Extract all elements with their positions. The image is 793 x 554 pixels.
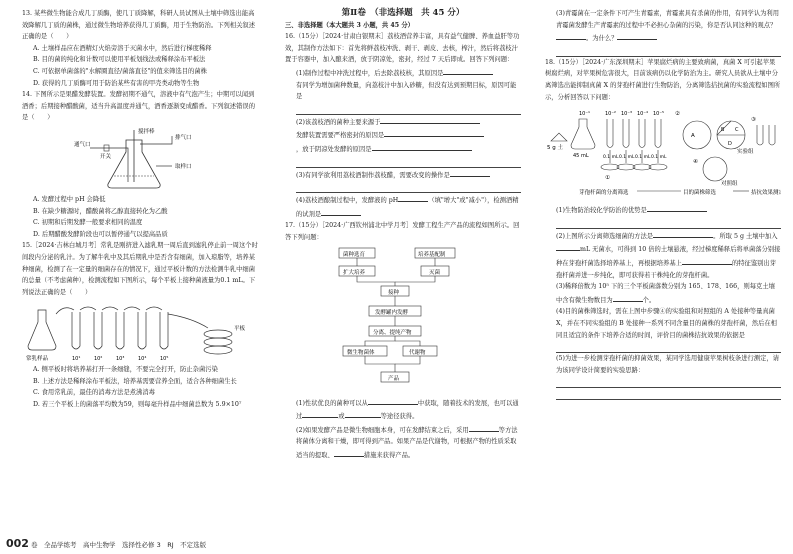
q17-sub1: (1)性状优良的菌种可以从 (296, 399, 368, 407)
q18-sub2: (2)上图所示分离筛选细菌的方法是 (556, 232, 654, 240)
q17-sub2b: 等方法将菌体分离和干燥，即可得到产品。如果产品是代谢物，可根据产物的性质采取适当的提取、 (296, 426, 518, 459)
answer-blank[interactable] (556, 31, 586, 40)
dilution-4: 10⁴ (138, 356, 147, 363)
plate-d: D (728, 141, 732, 148)
q15-option-c[interactable]: C. 食用常乳前，最佳的消毒方法是煮沸消毒 (33, 389, 155, 397)
valve-label: 开关 (100, 153, 112, 160)
sampler-label: 取样口 (175, 163, 192, 170)
footer-text: 卷 全品学练考 高中生物学 选择性必修 3 RJ 不定选版 (31, 541, 207, 549)
exp-group: 实验组 (737, 149, 754, 156)
answer-blank[interactable] (617, 31, 657, 40)
q17-sub1d: 等途径获得。 (380, 413, 419, 421)
q16-sub4: (4)荔枝酒酿制过程中，发酵液的 pH (296, 197, 399, 205)
dil-3: 10⁻⁴ (637, 111, 649, 118)
q17-sub2: (2)如果发酵产品是微生物细胞本身，可在发酵结束之后，采用 (296, 426, 469, 434)
fermenter-figure (22, 126, 258, 192)
plate-label: 平板 (234, 326, 246, 333)
q15-stem: 15.［2024·吉林白城月考］常乳是刚挤进入滤乳期一周后直到滤乳停止前一周这个时间段内分泌的乳汁。为了解牛乳中及其后期乳中是否含有细菌，加入琼脂等，培养某种细菌，检测了在一定量的细菌存在的情况下，通过平板计数的方法检测牛乳中细菌的总量（不考虑菌种），检测流程如下图所示，每个平板上接种菌液量为0.1 mL。下列说法正确的是（ ） (22, 242, 258, 296)
part-heading: 三、非选择题（本大题共 3 小题，共 45 分） (285, 21, 414, 29)
q17-sub3b: 。为什么？ (586, 35, 618, 43)
q18-stem: 18.（15分）［2024·广东深圳期末］苹果腐烂病的主要致病菌，真菌 X 可引起苹果树腐烂病，对苹果树危害很大，目前该病仍以化学防治为主。研究人员欲从土壤中分离筛选出能抑制真菌 X 的芽孢杆菌进行生物防治，分离筛选拮抗菌的实验流程如图所示，分析回答以下问题： (545, 58, 781, 101)
q14-option-d[interactable]: D. 后期醋酸发酵阶段也可以暂停通气以提高品质 (33, 230, 168, 238)
q16-sub4b: （填"增大"或"减小"），检测酒精的试剂是 (296, 197, 519, 218)
dil-4: 10⁻⁵ (653, 111, 665, 118)
answer-blank[interactable] (443, 66, 493, 75)
box-product: 产品 (388, 375, 400, 382)
flask-label: 45 mL (573, 153, 589, 160)
dilution-figure (22, 300, 258, 362)
fermentation-flowchart (285, 246, 521, 394)
q16-sub2: (2)该荔枝酒的菌种主要来源于 (296, 118, 381, 126)
outlet-label: 排气口 (175, 134, 192, 141)
vol-3: 0.1 mL (635, 155, 651, 161)
vol-1: 0.1 mL (603, 155, 619, 161)
q13-option-d[interactable]: D. 获得的几丁质酶可用于防治某些有害的甲壳类动物等生物 (33, 79, 200, 87)
vol-2: 0.1 mL (619, 155, 635, 161)
plate-c: C (735, 127, 739, 134)
q18-sub5: (5)为进一步检测芽孢杆菌的抑菌效果，某同学选用健康苹果树枝条进行测定，请为该同学设计简要的实验思路： (556, 355, 780, 374)
step-1: ① (605, 175, 610, 182)
antagonist-screening-figure (545, 105, 781, 201)
answer-blank[interactable] (302, 409, 338, 418)
answer-line[interactable] (556, 342, 781, 353)
q17-sub1b: 中获取，随着技术的发展，也可以通过 (296, 399, 519, 421)
dilution-5: 10⁵ (160, 356, 169, 363)
stage-isolation: 芽孢杆菌的分离筛选 (579, 190, 629, 197)
q14-option-c[interactable]: C. 初期和后期发酵一般要求相同的温度 (33, 219, 143, 227)
page-number: 002 (6, 537, 29, 550)
q16-stem: 16.（15分）［2024·甘肃白银期末］荔枝酒营养丰富，具有益气健脾、养血益肝等功效，其制作方法如下：首先将鲜荔枝冲洗、剥干、剥皮、去核，榨汁，然后将荔枝汁置于容器中，加入酿来酒，放于阴凉处，密封，经过 7 天后即成。回答下列问题： (285, 33, 520, 64)
q13-option-c[interactable]: C. 可依据单菌落的"水解圈直径/菌落直径"的值来筛选目的菌株 (33, 67, 207, 75)
soil-label: 5 g 土 (547, 145, 563, 152)
answer-line[interactable] (556, 389, 781, 400)
answer-blank[interactable] (647, 203, 707, 212)
sample-label: 常乳样品 (26, 356, 49, 363)
q13-stem: 13. 某些微生物能合成几丁质酶，使几丁质降解，科研人员试图从土壤中筛选出能高效降解几丁质的菌株，通过微生物培养获得几丁质酶，用于生物防治。下列相关叙述正确的是（ ） (22, 10, 255, 41)
box-sterilize: 灭菌 (429, 269, 441, 276)
dilution-3: 10³ (116, 356, 125, 363)
answer-blank[interactable] (345, 409, 381, 418)
box-strain-selection: 菌种选育 (343, 251, 366, 258)
answer-blank[interactable] (368, 396, 418, 405)
answer-line[interactable] (556, 218, 781, 229)
answer-blank[interactable] (380, 115, 480, 124)
stage-screening: 目的菌株筛选 (683, 190, 717, 197)
q16-sub3: (3)有同学欲利用荔枝酒制作荔枝醋，需要改变的操作是 (296, 171, 450, 179)
answer-blank[interactable] (469, 423, 499, 432)
step-3: ③ (751, 117, 756, 124)
answer-blank[interactable] (398, 193, 428, 202)
answer-blank[interactable] (653, 229, 713, 238)
answer-line[interactable] (296, 182, 521, 193)
answer-blank[interactable] (384, 128, 484, 137)
q14-stem: 14. 下图所示是果醋发酵装置。发酵初期不通气，溶液中有气泡产生；中期可以闻到酒香；后期接种醋酸菌，适当升高温度并通气，酒香逐渐变成醋香。下列叙述错误的是（ ） (22, 91, 255, 122)
answer-blank[interactable] (334, 448, 364, 457)
box-separate-purify: 分离、提纯产物 (373, 329, 412, 336)
q16-sub2b: 发酵装置需要严格密封的原因是 (296, 132, 385, 140)
box-tank-fermentation: 发酵罐内发酵 (375, 309, 409, 316)
step-2: ② (675, 111, 680, 118)
answer-blank[interactable] (450, 168, 490, 177)
vol-4: 0.1 mL (651, 155, 667, 161)
q17-sub3: (3)青霉菌在一定条件下可产生青霉素，青霉素具有杀菌的作用，有同学认为利用青霉菌发酵生产青霉素的过程中不必担心杂菌的污染，你是否认同这种的观点？ (556, 10, 780, 29)
q15-option-a[interactable]: A. 侧平板时将培养基打开一条细缝，不要完全打开，防止杂菌污染 (33, 366, 218, 374)
answer-blank[interactable] (321, 207, 361, 216)
q18-sub3: (3)稀释倍数为 10⁵ 下的三个平板菌落数分别为 165、178、166，则每克土壤中含有微生物数目为 (556, 283, 775, 304)
right-column (545, 8, 781, 400)
box-metabolites: 代谢物 (409, 349, 426, 356)
dil-0: 10⁻¹ (579, 111, 591, 118)
dil-1: 10⁻² (605, 111, 617, 118)
q18-sub1: (1)生物防治较化学防治的优势是 (556, 207, 647, 215)
q17-sub2c: 措施来获得产品。 (363, 451, 415, 459)
answer-line[interactable] (296, 157, 521, 168)
step-4: ④ (693, 159, 698, 166)
q16-sub1b: 有同学为增加菌种数量，向荔枝汁中加入砂糖，但没有达到预期目标，原因可能是 (296, 81, 517, 101)
inlet-label: 通气口 (74, 141, 91, 148)
q18-sub2b: 。所取 5 g 土壤中加入 (713, 232, 778, 240)
section-heading: 第Ⅱ卷 （非选择题 共 45 分） (341, 8, 465, 18)
answer-line[interactable] (296, 104, 521, 115)
q18-sub2c: mL 无菌水，可得到 10 倍的土壤悬液，经过梯度稀释后将单菌落分别接种在芽孢杆菌选择培养基上，再根据培养基上 (556, 246, 781, 267)
q15-option-d[interactable]: D. 若三个平板上的菌落平均数为59，则每毫升样品中细菌总数为 5.9×10⁷ (33, 401, 242, 409)
stirrer-label: 搅拌棒 (138, 128, 155, 135)
answer-line[interactable] (556, 46, 781, 57)
box-medium-prep: 培养基配制 (418, 251, 446, 258)
q14-option-b[interactable]: B. 在缺少糖源时，醋酸菌将乙醇直接转化为乙酸 (33, 207, 168, 215)
q15-option-b[interactable]: B. 上述方法是稀释涂布平板法，培养基需要营养全面，适合各种细菌生长 (33, 377, 237, 385)
stage-antagonism: 拮抗效果测定 (751, 190, 781, 197)
q17-sub1c: 或 (338, 413, 345, 421)
answer-line[interactable] (556, 377, 781, 388)
plate-b: B (721, 127, 725, 134)
q14-option-a[interactable]: A. 发酵过程中 pH 会降低 (33, 195, 106, 203)
answer-blank[interactable] (613, 293, 643, 302)
q13-option-a[interactable]: A. 土壤样品应在酒精灯火焰旁溶于灭菌水中，然后进行梯度稀释 (33, 44, 212, 52)
plate-a: A (691, 133, 695, 140)
q18-sub4: (4)目的菌株筛选时，需在上图中步骤④的实验组和对照组的 A 处接种等量真菌 X，并在不同实验组的 B 处接种一系列不同含量目的菌株的芽孢杆菌，然后在相同且适宜的条件下培养合适的时间，评价目的菌株拮抗效果的依据是 (556, 308, 777, 339)
answer-blank[interactable] (682, 256, 732, 265)
q13-option-b[interactable]: B. 目的菌的纯化和计数可以使用平板划线法或稀释涂布平板法 (33, 56, 206, 64)
q16-sub2c: ，放于阴凉处发酵的原因是 (296, 145, 372, 153)
answer-blank[interactable] (372, 142, 472, 151)
q18-sub2d: 的特征鉴别出芽孢杆菌并进一步纯化，即可获得若干株纯化的芽孢杆菌。 (556, 259, 777, 279)
ctrl-group: 对照组 (721, 181, 738, 188)
q17-stem: 17.（15分）［2024·广西钦州浦北中学月考］发酵工程生产产品的流程如图所示。回答下列问题： (285, 222, 520, 241)
q16-sub1: (1)制作过程中冲洗过程中，后去除荔枝核，其原因是 (296, 69, 444, 77)
answer-blank[interactable] (556, 242, 580, 251)
q18-sub3b: 个。 (642, 296, 656, 304)
left-column (22, 8, 258, 411)
page-footer (6, 537, 206, 550)
dilution-2: 10² (94, 356, 103, 363)
dil-2: 10⁻³ (621, 111, 633, 118)
box-inoculate: 接种 (388, 289, 400, 296)
middle-column (285, 8, 521, 461)
dilution-1: 10¹ (72, 356, 81, 363)
box-microbial-cells: 微生物菌体 (347, 349, 375, 356)
box-scale-up: 扩大培养 (343, 269, 366, 276)
